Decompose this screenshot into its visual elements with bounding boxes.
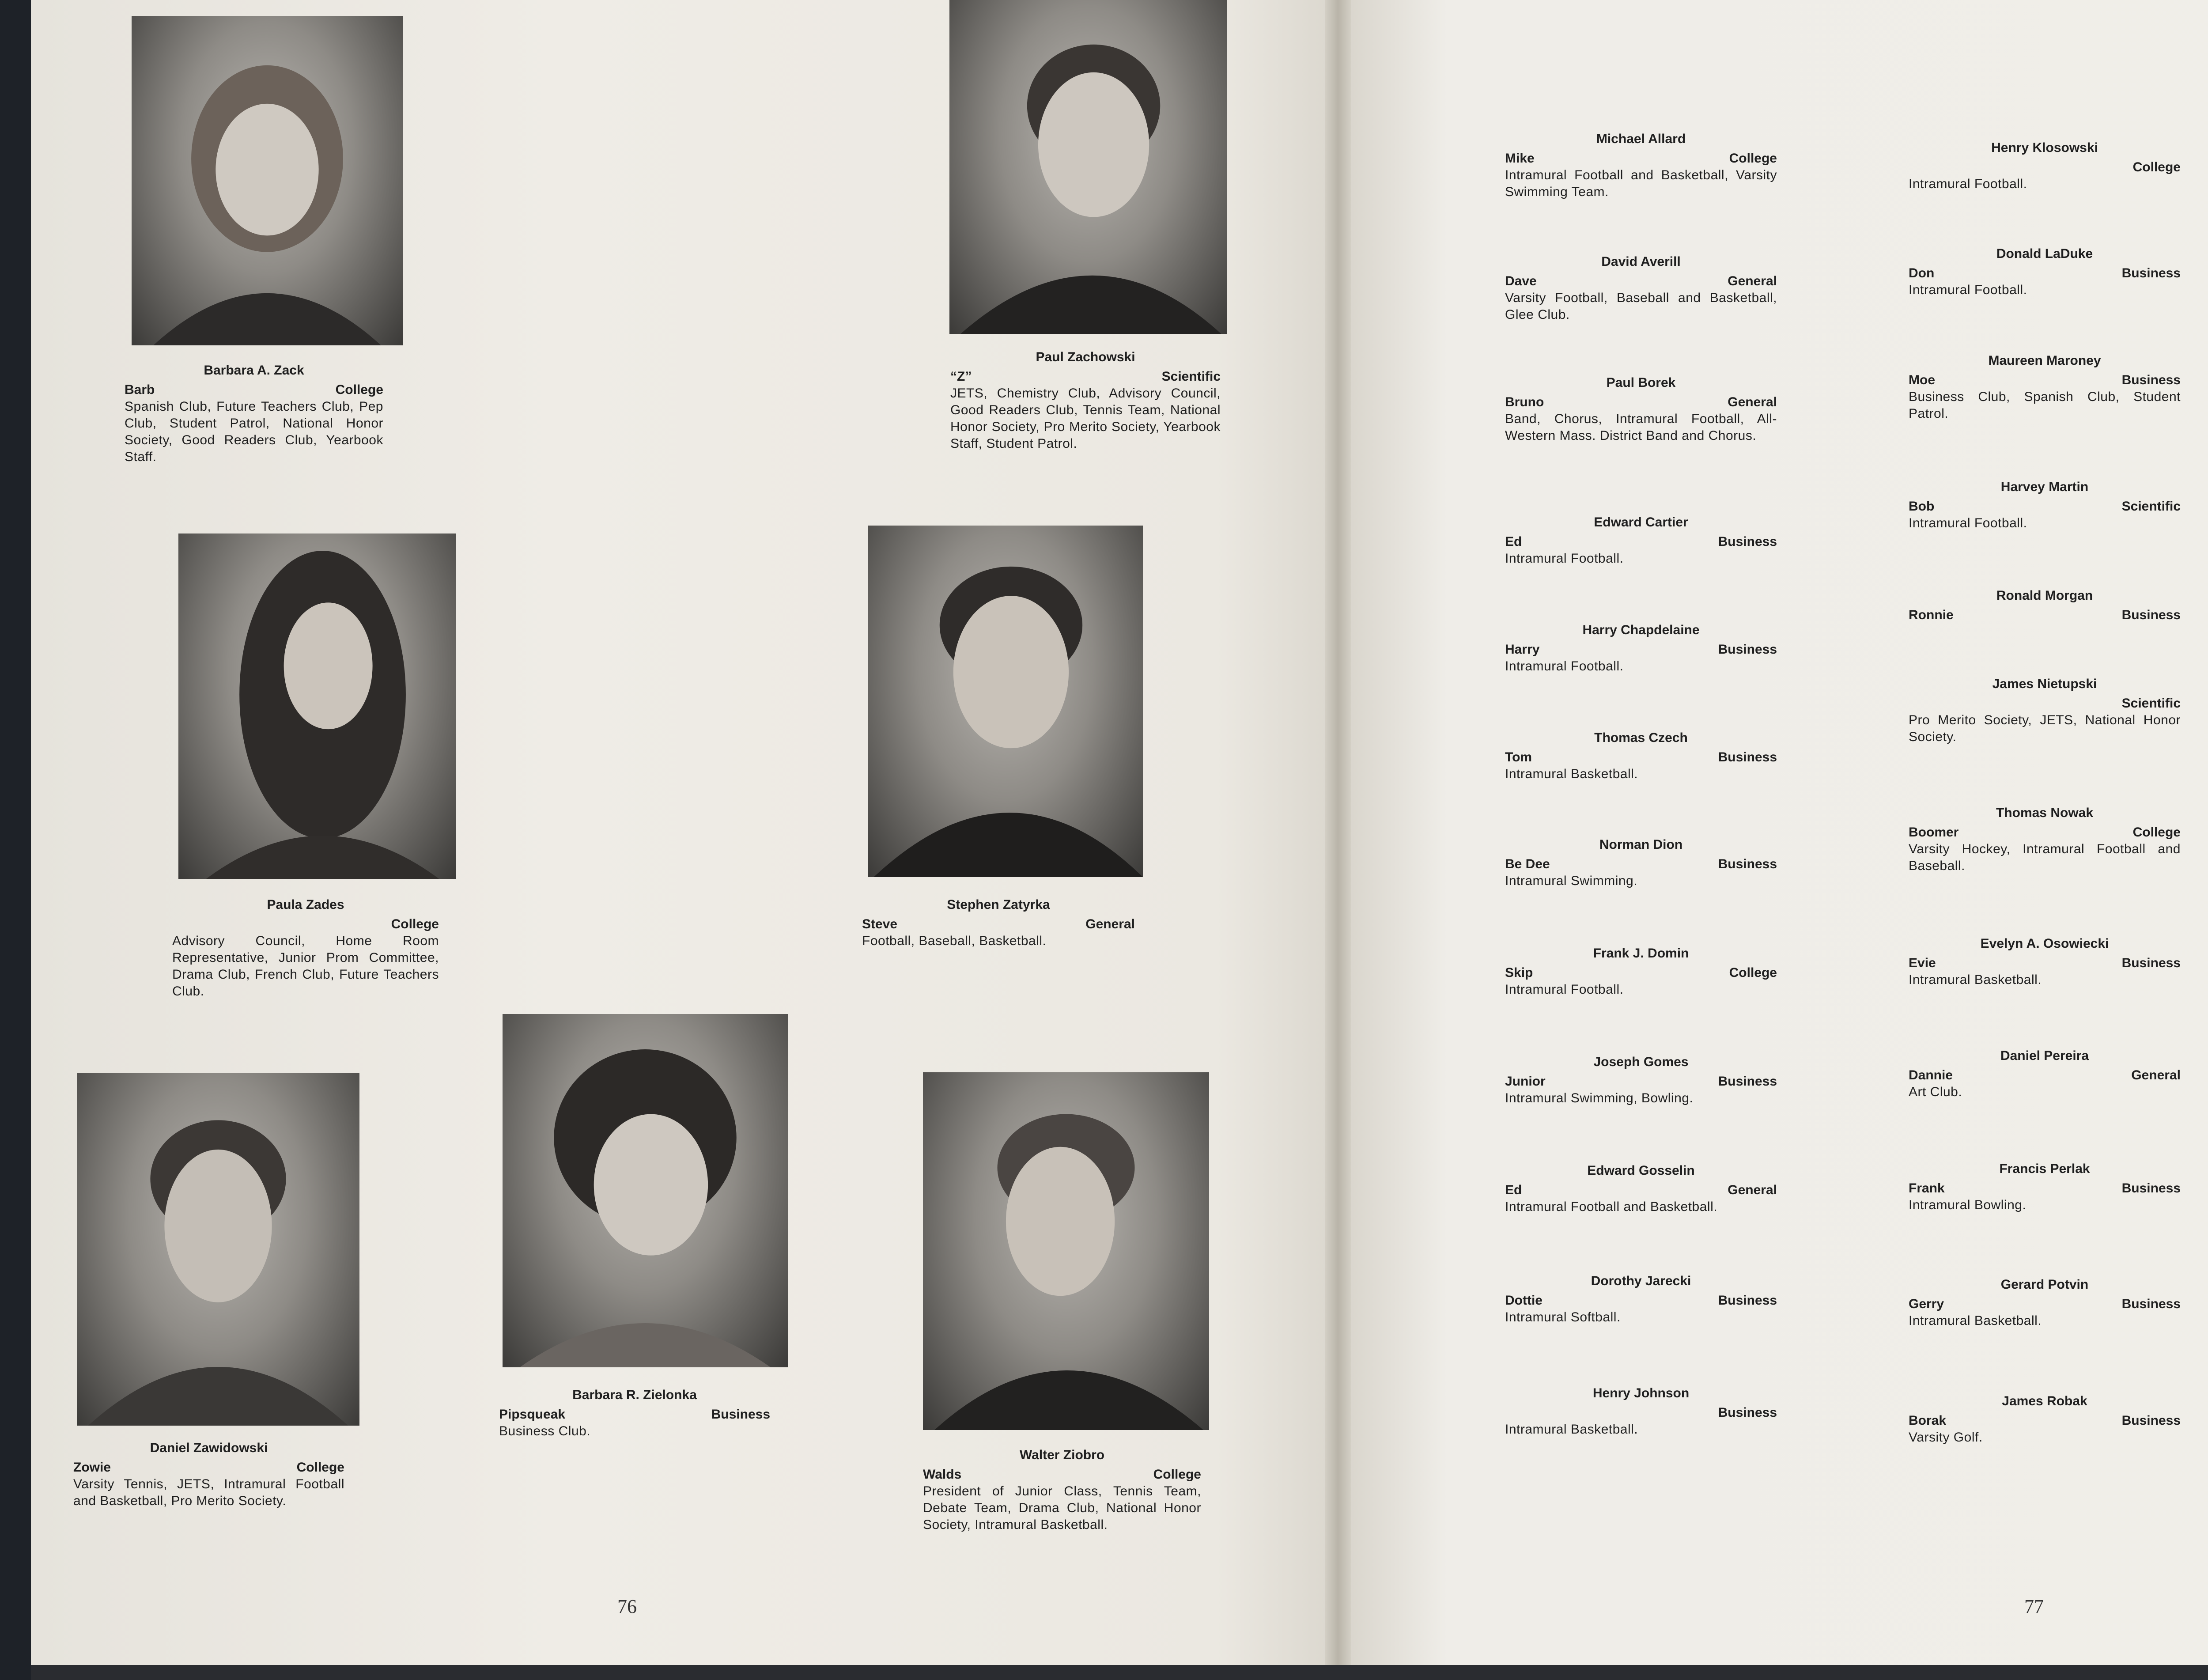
senior-entry <box>1909 1161 2181 1214</box>
senior-activities: Varsity Golf. <box>1909 1430 1983 1445</box>
senior-course: Business <box>2121 266 2181 280</box>
senior-activities: Band, Chorus, Intramural Football, All-Western Mass. District Band and Chorus. <box>1505 412 1777 443</box>
senior-entry <box>1909 676 2181 745</box>
senior-name: Frank J. Domin <box>1593 946 1689 961</box>
senior-course: Business <box>1718 1293 1777 1308</box>
senior-course: Business <box>2121 1181 2181 1196</box>
senior-nickname: Steve <box>862 917 898 931</box>
senior-course: College <box>296 1460 344 1475</box>
senior-nickname: Be Dee <box>1505 857 1550 871</box>
senior-name: David Averill <box>1601 254 1681 269</box>
senior-nickname: Zowie <box>73 1460 111 1475</box>
senior-entry <box>1909 1276 2181 1329</box>
senior-nickname: Dave <box>1505 274 1537 288</box>
senior-nickname: Pipsqueak <box>499 1407 566 1422</box>
senior-entry <box>1505 1054 1777 1107</box>
senior-activities: Business Club, Spanish Club, Student Patrol. <box>1909 390 2181 421</box>
senior-name: Edward Gosselin <box>1587 1163 1695 1178</box>
senior-activities: Intramural Football. <box>1505 551 1624 566</box>
senior-entry <box>1505 945 1777 998</box>
senior-activities: Intramural Football and Basketball, Varsity Swimming Team. <box>1505 168 1777 199</box>
senior-name: James Nietupski <box>1992 677 2097 691</box>
senior-nickname: “Z” <box>950 369 972 384</box>
senior-entry <box>1909 805 2181 874</box>
senior-activities: Intramural Basketball. <box>1505 1422 1638 1437</box>
senior-course: Scientific <box>1161 369 1221 384</box>
senior-activities: President of Junior Class, Tennis Team, Debate Team, Drama Club, National Honor Society, Intramural Basketball. <box>923 1484 1201 1532</box>
senior-course: Business <box>1718 857 1777 871</box>
senior-activities: Business Club. <box>499 1424 591 1438</box>
senior-course: College <box>2132 160 2181 174</box>
senior-nickname: Ed <box>1505 534 1522 549</box>
senior-entry-zielonka <box>499 1387 770 1440</box>
senior-entry <box>1909 587 2181 624</box>
senior-course: Business <box>1718 750 1777 764</box>
senior-nickname: Harry <box>1505 642 1540 657</box>
senior-activities: Art Club. <box>1909 1085 1962 1099</box>
senior-entry <box>1909 246 2181 299</box>
senior-course: Business <box>1718 1074 1777 1089</box>
senior-name: Paul Zachowski <box>1036 350 1135 364</box>
senior-name: Walter Ziobro <box>1019 1448 1105 1462</box>
book-bottom-edge <box>31 1665 2208 1680</box>
senior-entry-zack <box>125 362 383 465</box>
senior-nickname: Barb <box>125 382 155 397</box>
senior-course: Business <box>2121 373 2181 387</box>
senior-course: Business <box>2121 1297 2181 1311</box>
senior-name: Daniel Pereira <box>2000 1048 2089 1063</box>
senior-course: Scientific <box>2121 499 2181 514</box>
senior-entry-zawidowski <box>73 1440 344 1510</box>
senior-entry <box>1505 254 1777 323</box>
senior-course: Business <box>2121 608 2181 622</box>
senior-name: Henry Klosowski <box>1991 140 2098 155</box>
senior-course: General <box>1728 395 1777 409</box>
senior-nickname: Boomer <box>1909 825 1959 840</box>
senior-name: Joseph Gomes <box>1593 1055 1689 1069</box>
senior-name: Gerard Potvin <box>2000 1277 2089 1292</box>
senior-activities: Pro Merito Society, JETS, National Honor Society. <box>1909 713 2181 744</box>
senior-entry <box>1505 836 1777 889</box>
senior-nickname: Evie <box>1909 956 1936 970</box>
senior-entry <box>1505 375 1777 444</box>
portrait-photo-zawidowski <box>77 1073 359 1426</box>
senior-activities: Intramural Basketball. <box>1505 767 1638 781</box>
senior-nickname: Bruno <box>1505 395 1544 409</box>
senior-activities: Intramural Bowling. <box>1909 1198 2027 1212</box>
senior-entry <box>1505 730 1777 783</box>
page-number-right: 77 <box>2024 1596 2044 1617</box>
senior-entry <box>1909 352 2181 422</box>
senior-activities: Intramural Football. <box>1505 659 1624 674</box>
senior-entry-zades <box>172 897 439 1000</box>
senior-activities: Intramural Basketball. <box>1909 972 2042 987</box>
senior-name: Donald LaDuke <box>1996 246 2093 261</box>
senior-entry <box>1909 935 2181 988</box>
page-number-left: 76 <box>617 1596 637 1617</box>
senior-course: Scientific <box>2121 696 2181 711</box>
senior-entry <box>1505 514 1777 567</box>
senior-activities: Intramural Football. <box>1909 283 2027 297</box>
senior-activities: Intramural Softball. <box>1505 1310 1621 1324</box>
senior-entry <box>1909 1048 2181 1101</box>
senior-nickname: Borak <box>1909 1413 1947 1428</box>
senior-name: Thomas Nowak <box>1996 806 2094 820</box>
senior-nickname: Ed <box>1505 1183 1522 1197</box>
senior-entry <box>1505 131 1777 201</box>
senior-nickname: Dannie <box>1909 1068 1953 1082</box>
senior-nickname: Skip <box>1505 965 1533 980</box>
senior-name: Paul Borek <box>1606 375 1676 390</box>
senior-activities: Intramural Football. <box>1909 516 2027 530</box>
senior-activities: Intramural Football. <box>1505 982 1624 997</box>
senior-course: College <box>1729 965 1777 980</box>
senior-activities: Intramural Swimming. <box>1505 874 1638 888</box>
senior-name: Edward Cartier <box>1594 515 1688 530</box>
senior-name: Michael Allard <box>1596 132 1686 146</box>
senior-nickname: Moe <box>1909 373 1935 387</box>
portrait-photo-zielonka <box>503 1014 788 1367</box>
senior-course: College <box>391 917 439 931</box>
senior-entry <box>1505 1273 1777 1326</box>
senior-entry-ziobro <box>923 1447 1201 1533</box>
senior-activities: JETS, Chemistry Club, Advisory Council, Good Readers Club, Tennis Team, National Honor Society, Pro Merito Society, Yearbook Staff, Student Patrol. <box>950 386 1221 451</box>
senior-nickname: Frank <box>1909 1181 1945 1196</box>
senior-name: Barbara R. Zielonka <box>572 1388 697 1402</box>
senior-activities: Advisory Council, Home Room Representative, Junior Prom Committee, Drama Club, French Club, Future Teachers Club. <box>172 934 439 999</box>
senior-name: Norman Dion <box>1599 837 1683 852</box>
senior-course: College <box>1153 1467 1201 1482</box>
senior-entry <box>1505 1162 1777 1215</box>
senior-nickname: Junior <box>1505 1074 1546 1089</box>
senior-course: Business <box>711 1407 770 1422</box>
senior-activities: Intramural Basketball. <box>1909 1313 2042 1328</box>
senior-activities: Varsity Football, Baseball and Basketball, Glee Club. <box>1505 291 1777 322</box>
senior-course: Business <box>1718 1405 1777 1420</box>
portrait-photo-zatyrka <box>868 526 1143 877</box>
senior-activities: Varsity Tennis, JETS, Intramural Football and Basketball, Pro Merito Society. <box>73 1477 344 1508</box>
senior-name: Harry Chapdelaine <box>1582 623 1700 637</box>
senior-entry <box>1909 140 2181 193</box>
senior-activities: Intramural Swimming, Bowling. <box>1505 1091 1694 1105</box>
senior-nickname: Walds <box>923 1467 962 1482</box>
senior-nickname: Tom <box>1505 750 1532 764</box>
senior-name: Harvey Martin <box>2000 480 2089 494</box>
senior-nickname: Don <box>1909 266 1935 280</box>
senior-course: College <box>1729 151 1777 166</box>
senior-activities: Varsity Hockey, Intramural Football and Baseball. <box>1909 842 2181 873</box>
senior-name: Evelyn A. Osowiecki <box>1980 936 2109 951</box>
senior-entry <box>1505 1385 1777 1438</box>
senior-course: Business <box>2121 956 2181 970</box>
senior-nickname: Gerry <box>1909 1297 1944 1311</box>
senior-entry <box>1505 622 1777 675</box>
senior-course: Business <box>1718 642 1777 657</box>
senior-activities: Intramural Football and Basketball. <box>1505 1199 1718 1214</box>
senior-course: Business <box>2121 1413 2181 1428</box>
senior-activities: Spanish Club, Future Teachers Club, Pep Club, Student Patrol, National Honor Society, Good Readers Club, Yearbook Staff. <box>125 399 383 464</box>
senior-course: General <box>1728 274 1777 288</box>
senior-course: College <box>335 382 383 397</box>
senior-course: Business <box>1718 534 1777 549</box>
senior-name: Paula Zades <box>267 897 344 912</box>
portrait-photo-zachowski <box>949 0 1227 334</box>
senior-course: College <box>2132 825 2181 840</box>
senior-entry-zatyrka <box>862 897 1135 950</box>
senior-course: General <box>2131 1068 2181 1082</box>
senior-nickname: Ronnie <box>1909 608 1954 622</box>
senior-nickname: Dottie <box>1505 1293 1543 1308</box>
senior-name: Henry Johnson <box>1592 1386 1690 1400</box>
senior-name: Francis Perlak <box>1999 1162 2090 1176</box>
senior-course: General <box>1728 1183 1777 1197</box>
portrait-photo-ziobro <box>923 1072 1209 1430</box>
portrait-photo-zades <box>178 534 456 879</box>
senior-entry <box>1909 1393 2181 1446</box>
senior-name: Dorothy Jarecki <box>1591 1274 1691 1288</box>
portrait-photo-zack <box>132 16 403 345</box>
senior-activities: Football, Baseball, Basketball. <box>862 934 1047 948</box>
senior-nickname: Mike <box>1505 151 1535 166</box>
senior-name: Ronald Morgan <box>1996 588 2093 603</box>
senior-entry <box>1909 479 2181 532</box>
senior-nickname: Bob <box>1909 499 1935 514</box>
senior-name: Thomas Czech <box>1594 730 1688 745</box>
senior-entry-zachowski <box>950 349 1221 452</box>
book-gutter <box>1325 0 1351 1674</box>
senior-name: Daniel Zawidowski <box>150 1441 268 1455</box>
senior-name: Barbara A. Zack <box>204 363 304 378</box>
senior-name: Stephen Zatyrka <box>947 897 1050 912</box>
senior-name: James Robak <box>2002 1394 2087 1408</box>
senior-name: Maureen Maroney <box>1988 353 2101 368</box>
senior-course: General <box>1085 917 1135 931</box>
senior-activities: Intramural Football. <box>1909 177 2027 191</box>
